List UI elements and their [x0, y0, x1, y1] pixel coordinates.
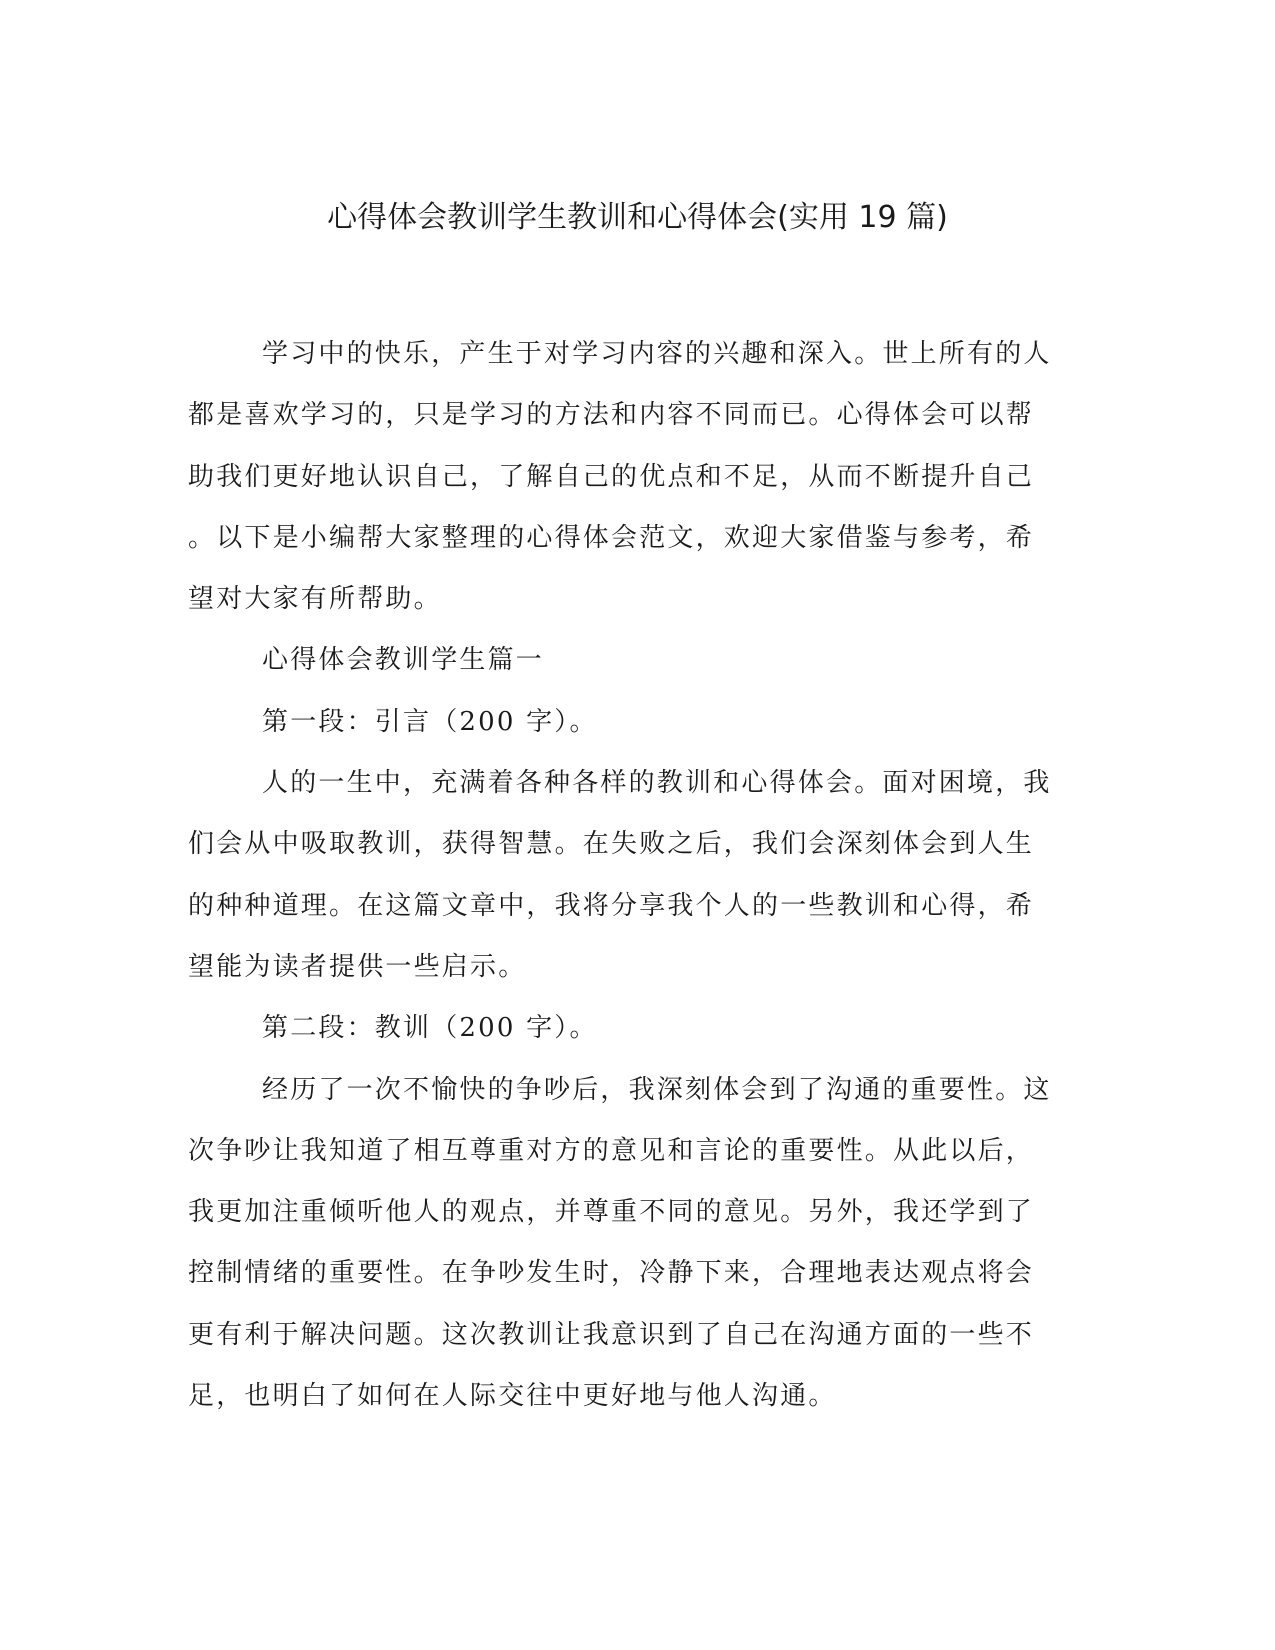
paragraph-heading: 第一段：引言（200 字）。 — [262, 706, 598, 737]
text-line: 学习中的快乐，产生于对学习内容的兴趣和深入。世上所有的人 — [262, 339, 1052, 369]
section-heading: 心得体会教训学生篇一 — [262, 645, 545, 676]
paragraph-heading: 第二段：教训（200 字）。 — [262, 1013, 598, 1044]
text-line: 我更加注重倾听他人的观点，并尊重不同的意见。另外，我还学到了 — [188, 1197, 1035, 1228]
text-line: 人的一生中，充满着各种各样的教训和心得体会。面对困境，我 — [262, 768, 1052, 799]
text-line: 更有利于解决问题。这次教训让我意识到了自己在沟通方面的一些不 — [188, 1319, 1035, 1350]
document-title: 心得体会教训学生教训和心得体会(实用 19 篇) — [327, 200, 948, 235]
text-line: 控制情绪的重要性。在争吵发生时，冷静下来，合理地表达观点将会 — [188, 1258, 1035, 1289]
text-line: 足，也明白了如何在人际交往中更好地与他人沟通。 — [188, 1381, 837, 1412]
text-line: 望对大家有所帮助。 — [188, 584, 442, 615]
text-line: 助我们更好地认识自己，了解自己的优点和不足，从而不断提升自己 — [188, 461, 1035, 492]
text-line: 次争吵让我知道了相互尊重对方的意见和言论的重要性。从此以后， — [188, 1135, 1035, 1166]
document-body — [188, 324, 1068, 1427]
text-line: 。以下是小编帮大家整理的心得体会范文，欢迎大家借鉴与参考，希 — [188, 522, 1035, 553]
text-line: 们会从中吸取教训，获得智慧。在失败之后，我们会深刻体会到人生 — [188, 829, 1035, 860]
text-line: 的种种道理。在这篇文章中，我将分享我个人的一些教训和心得，希 — [188, 890, 1035, 921]
text-line: 望能为读者提供一些启示。 — [188, 951, 527, 982]
text-line: 经历了一次不愉快的争吵后，我深刻体会到了沟通的重要性。这 — [262, 1074, 1052, 1105]
text-line: 都是喜欢学习的，只是学习的方法和内容不同而已。心得体会可以帮 — [188, 400, 1035, 431]
